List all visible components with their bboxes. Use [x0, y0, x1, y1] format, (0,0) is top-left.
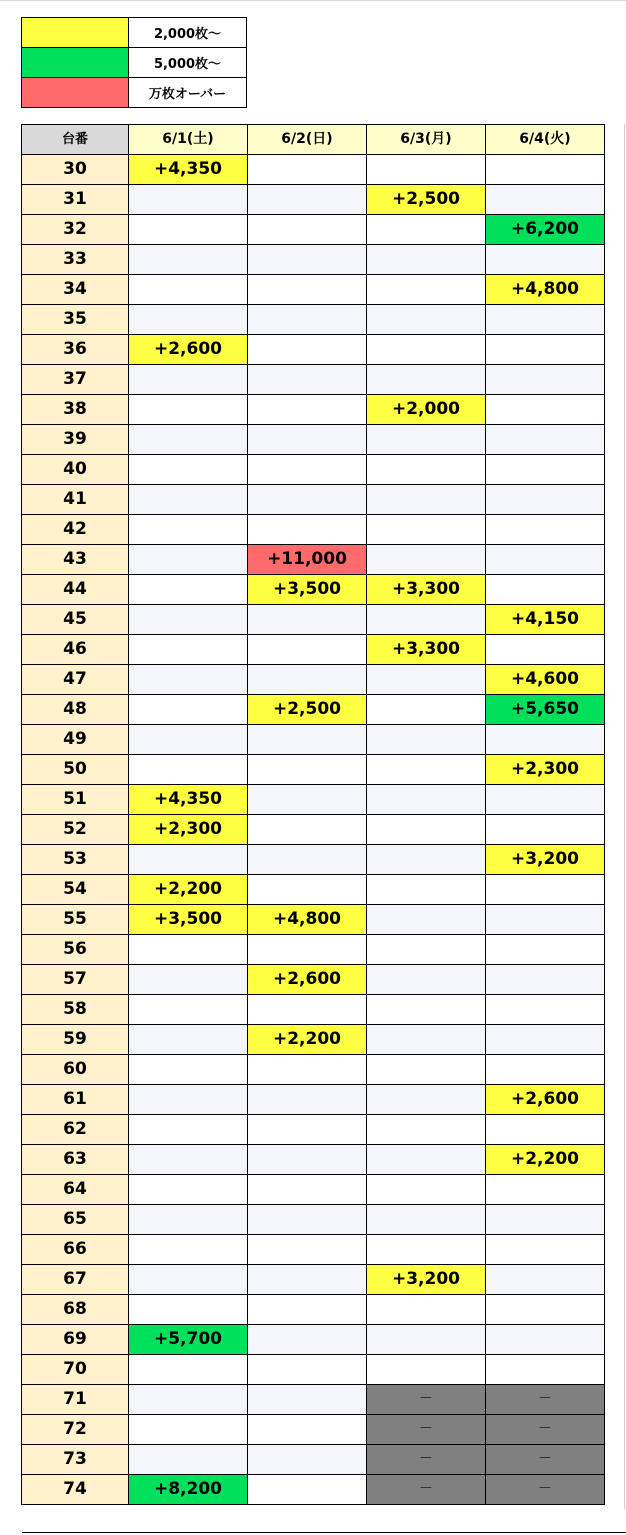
result-cell: [486, 155, 605, 185]
machine-number-cell: 48: [22, 695, 129, 725]
result-cell: [367, 275, 486, 305]
result-cell: [248, 455, 367, 485]
result-cell: [486, 455, 605, 485]
table-row: [22, 1175, 605, 1205]
result-cell: [367, 1085, 486, 1115]
machine-number-cell: 56: [22, 935, 129, 965]
table-row: [22, 215, 605, 245]
result-cell: [486, 305, 605, 335]
machine-number-cell: 43: [22, 545, 129, 575]
result-cell: －: [367, 1385, 486, 1415]
result-cell: [129, 635, 248, 665]
machine-number-cell: 40: [22, 455, 129, 485]
result-cell: +2,200: [486, 1145, 605, 1175]
result-cell: [486, 875, 605, 905]
table-row: [22, 1445, 605, 1475]
result-cell: [367, 905, 486, 935]
result-cell: +2,000: [367, 395, 486, 425]
table-row: [22, 245, 605, 275]
table-row: [22, 1055, 605, 1085]
machine-number-header: 台番: [22, 125, 129, 155]
table-row: [22, 785, 605, 815]
result-cell: [129, 245, 248, 275]
result-cell: [248, 665, 367, 695]
table-row: [22, 695, 605, 725]
legend-swatch: [22, 48, 129, 78]
result-cell: [486, 725, 605, 755]
machine-number-cell: 52: [22, 815, 129, 845]
machine-number-cell: 46: [22, 635, 129, 665]
result-cell: [129, 1265, 248, 1295]
result-cell: [129, 515, 248, 545]
table-row: [22, 305, 605, 335]
result-cell: [129, 425, 248, 455]
result-cell: [129, 1025, 248, 1055]
result-cell: [129, 365, 248, 395]
result-cell: [248, 515, 367, 545]
result-cell: [486, 1265, 605, 1295]
machine-number-cell: 31: [22, 185, 129, 215]
result-cell: +6,200: [486, 215, 605, 245]
result-cell: [129, 485, 248, 515]
result-cell: [367, 875, 486, 905]
table-row: [22, 935, 605, 965]
table-row: [22, 425, 605, 455]
result-cell: [367, 935, 486, 965]
result-cell: [486, 1355, 605, 1385]
result-cell: [486, 935, 605, 965]
result-cell: +3,300: [367, 635, 486, 665]
result-cell: [367, 965, 486, 995]
result-cell: [367, 335, 486, 365]
result-cell: [486, 815, 605, 845]
result-cell: －: [367, 1445, 486, 1475]
machine-number-cell: 74: [22, 1475, 129, 1505]
result-cell: [486, 905, 605, 935]
table-row: [22, 1115, 605, 1145]
table-row: [22, 545, 605, 575]
table-row: [22, 1295, 605, 1325]
machine-number-cell: 37: [22, 365, 129, 395]
machine-number-cell: 34: [22, 275, 129, 305]
result-cell: [367, 515, 486, 545]
result-cell: [367, 815, 486, 845]
result-cell: [248, 1325, 367, 1355]
result-cell: [129, 935, 248, 965]
result-cell: [367, 245, 486, 275]
result-cell: [129, 305, 248, 335]
result-cell: [486, 335, 605, 365]
result-cell: [248, 755, 367, 785]
result-cell: +2,600: [486, 1085, 605, 1115]
result-cell: +2,600: [248, 965, 367, 995]
result-cell: [129, 545, 248, 575]
result-cell: [367, 1175, 486, 1205]
result-cell: [129, 215, 248, 245]
color-legend: [21, 17, 247, 108]
machine-number-cell: 32: [22, 215, 129, 245]
result-cell: [486, 785, 605, 815]
result-cell: [248, 785, 367, 815]
machine-number-cell: 73: [22, 1445, 129, 1475]
table-row: [22, 815, 605, 845]
result-cell: +4,150: [486, 605, 605, 635]
result-cell: [367, 725, 486, 755]
result-cell: [486, 1295, 605, 1325]
result-cell: [248, 1415, 367, 1445]
result-cell: [129, 845, 248, 875]
table-row: [22, 395, 605, 425]
machine-number-cell: 72: [22, 1415, 129, 1445]
result-cell: [367, 365, 486, 395]
result-cell: +4,800: [486, 275, 605, 305]
machine-number-cell: 69: [22, 1325, 129, 1355]
result-cell: +3,300: [367, 575, 486, 605]
result-cell: [486, 1175, 605, 1205]
result-cell: +11,000: [248, 545, 367, 575]
machine-number-cell: 64: [22, 1175, 129, 1205]
machine-number-cell: 39: [22, 425, 129, 455]
result-cell: [486, 1205, 605, 1235]
table-row: [22, 335, 605, 365]
machine-number-cell: 66: [22, 1235, 129, 1265]
result-cell: [129, 275, 248, 305]
machine-number-cell: 35: [22, 305, 129, 335]
table-row: [22, 725, 605, 755]
result-cell: [248, 1145, 367, 1175]
result-cell: [486, 1025, 605, 1055]
machine-number-cell: 51: [22, 785, 129, 815]
result-cell: [248, 275, 367, 305]
result-cell: [248, 635, 367, 665]
table-row: [22, 905, 605, 935]
machine-number-cell: 30: [22, 155, 129, 185]
machine-number-cell: 57: [22, 965, 129, 995]
result-cell: [248, 1265, 367, 1295]
result-cell: [248, 815, 367, 845]
table-row: [22, 185, 605, 215]
result-cell: [367, 485, 486, 515]
table-row: [22, 1385, 605, 1415]
result-cell: [248, 1235, 367, 1265]
result-cell: －: [486, 1475, 605, 1505]
result-cell: [129, 1355, 248, 1385]
table-row: [22, 1415, 605, 1445]
result-cell: [367, 545, 486, 575]
result-cell: [367, 1145, 486, 1175]
machine-number-cell: 36: [22, 335, 129, 365]
date-column-header: 6/3(月): [367, 125, 486, 155]
machine-number-cell: 68: [22, 1295, 129, 1325]
result-cell: －: [367, 1475, 486, 1505]
machine-number-cell: 42: [22, 515, 129, 545]
machine-number-cell: 53: [22, 845, 129, 875]
result-cell: [367, 1055, 486, 1085]
legend-row: [22, 18, 247, 48]
result-cell: [248, 1385, 367, 1415]
machine-number-cell: 45: [22, 605, 129, 635]
result-cell: [248, 845, 367, 875]
result-cell: +3,200: [367, 1265, 486, 1295]
table-row: [22, 575, 605, 605]
result-cell: [129, 1295, 248, 1325]
result-cell: [367, 215, 486, 245]
machine-number-cell: 71: [22, 1385, 129, 1415]
date-column-header: 6/2(日): [248, 125, 367, 155]
table-row: [22, 845, 605, 875]
result-cell: [248, 935, 367, 965]
legend-label: 万枚オーバー: [129, 78, 247, 108]
result-cell: [129, 455, 248, 485]
machine-number-cell: 41: [22, 485, 129, 515]
result-cell: [248, 995, 367, 1025]
machine-number-cell: 50: [22, 755, 129, 785]
result-cell: [129, 965, 248, 995]
result-cell: [129, 1085, 248, 1115]
machine-number-cell: 33: [22, 245, 129, 275]
result-cell: [129, 185, 248, 215]
result-cell: +2,300: [129, 815, 248, 845]
result-cell: [248, 395, 367, 425]
result-cell: [129, 695, 248, 725]
result-cell: [248, 1475, 367, 1505]
result-cell: [129, 725, 248, 755]
result-cell: [129, 1175, 248, 1205]
result-cell: [367, 1025, 486, 1055]
machine-number-cell: 67: [22, 1265, 129, 1295]
result-cell: [367, 755, 486, 785]
result-cell: [486, 1325, 605, 1355]
result-cell: [248, 1115, 367, 1145]
result-cell: [486, 515, 605, 545]
result-cell: [367, 995, 486, 1025]
machine-number-cell: 63: [22, 1145, 129, 1175]
result-cell: [248, 485, 367, 515]
result-cell: [129, 1385, 248, 1415]
table-row: [22, 1235, 605, 1265]
result-cell: －: [486, 1385, 605, 1415]
table-row: [22, 1325, 605, 1355]
result-cell: [486, 635, 605, 665]
result-cell: [248, 245, 367, 275]
result-cell: +5,650: [486, 695, 605, 725]
result-cell: [248, 1205, 367, 1235]
legend-row: [22, 48, 247, 78]
legend-label: 5,000枚～: [129, 48, 247, 78]
table-row: [22, 1025, 605, 1055]
table-row: [22, 995, 605, 1025]
result-cell: [129, 1145, 248, 1175]
bottom-rule: [22, 1532, 626, 1533]
result-cell: [248, 1055, 367, 1085]
table-row: [22, 275, 605, 305]
result-cell: +4,350: [129, 155, 248, 185]
result-cell: －: [486, 1445, 605, 1475]
result-cell: [367, 1325, 486, 1355]
result-cell: [367, 455, 486, 485]
result-cell: [367, 305, 486, 335]
result-cell: +2,300: [486, 755, 605, 785]
table-row: [22, 875, 605, 905]
table-row: [22, 965, 605, 995]
result-cell: +3,500: [248, 575, 367, 605]
table-row: [22, 635, 605, 665]
result-cell: [486, 1235, 605, 1265]
machine-number-cell: 62: [22, 1115, 129, 1145]
legend-label: 2,000枚～: [129, 18, 247, 48]
result-cell: [367, 1115, 486, 1145]
result-cell: [486, 545, 605, 575]
result-cell: [129, 1235, 248, 1265]
result-cell: [248, 1085, 367, 1115]
result-cell: +3,500: [129, 905, 248, 935]
machine-number-cell: 61: [22, 1085, 129, 1115]
results-table: [21, 124, 605, 1505]
result-cell: +8,200: [129, 1475, 248, 1505]
result-cell: [367, 605, 486, 635]
result-cell: +5,700: [129, 1325, 248, 1355]
result-cell: +2,500: [367, 185, 486, 215]
result-cell: +4,800: [248, 905, 367, 935]
date-column-header: 6/1(土): [129, 125, 248, 155]
machine-number-cell: 60: [22, 1055, 129, 1085]
machine-number-cell: 47: [22, 665, 129, 695]
result-cell: [248, 155, 367, 185]
result-cell: [248, 425, 367, 455]
result-cell: [248, 215, 367, 245]
result-cell: [248, 875, 367, 905]
table-row: [22, 455, 605, 485]
result-cell: [248, 1355, 367, 1385]
legend-row: [22, 78, 247, 108]
result-cell: [129, 605, 248, 635]
header-row: [22, 125, 605, 155]
result-cell: +4,600: [486, 665, 605, 695]
machine-number-cell: 65: [22, 1205, 129, 1235]
result-cell: [129, 665, 248, 695]
result-cell: [248, 365, 367, 395]
table-row: [22, 755, 605, 785]
result-cell: [248, 725, 367, 755]
result-cell: －: [367, 1415, 486, 1445]
table-row: [22, 1355, 605, 1385]
machine-number-cell: 44: [22, 575, 129, 605]
result-cell: [248, 335, 367, 365]
table-row: [22, 485, 605, 515]
date-column-header: 6/4(火): [486, 125, 605, 155]
result-cell: [367, 425, 486, 455]
result-cell: [367, 845, 486, 875]
result-cell: [367, 155, 486, 185]
result-cell: [486, 185, 605, 215]
result-cell: [248, 1175, 367, 1205]
table-row: [22, 665, 605, 695]
result-cell: [367, 695, 486, 725]
table-row: [22, 605, 605, 635]
result-cell: [129, 395, 248, 425]
result-cell: [129, 1205, 248, 1235]
result-cell: －: [486, 1415, 605, 1445]
result-cell: [486, 575, 605, 605]
result-cell: [248, 1445, 367, 1475]
result-cell: [129, 1115, 248, 1145]
machine-number-cell: 49: [22, 725, 129, 755]
result-cell: [248, 605, 367, 635]
result-cell: [367, 1205, 486, 1235]
top-border: [0, 0, 626, 1]
result-cell: [367, 1235, 486, 1265]
result-cell: [248, 1295, 367, 1325]
table-row: [22, 365, 605, 395]
result-cell: [486, 1055, 605, 1085]
table-row: [22, 1085, 605, 1115]
table-row: [22, 515, 605, 545]
result-cell: +2,500: [248, 695, 367, 725]
result-cell: [367, 1355, 486, 1385]
result-cell: [129, 1055, 248, 1085]
result-cell: [486, 425, 605, 455]
result-cell: [248, 185, 367, 215]
result-cell: [129, 1415, 248, 1445]
result-cell: +4,350: [129, 785, 248, 815]
machine-number-cell: 58: [22, 995, 129, 1025]
table-row: [22, 1265, 605, 1295]
result-cell: +2,200: [129, 875, 248, 905]
result-cell: [486, 1115, 605, 1145]
result-cell: +2,600: [129, 335, 248, 365]
right-edge-line: [624, 124, 625, 1509]
result-cell: +2,200: [248, 1025, 367, 1055]
result-cell: [248, 305, 367, 335]
table-row: [22, 1205, 605, 1235]
result-cell: [129, 575, 248, 605]
result-cell: [486, 965, 605, 995]
result-cell: [486, 365, 605, 395]
table-row: [22, 1475, 605, 1505]
machine-number-cell: 54: [22, 875, 129, 905]
result-cell: [486, 485, 605, 515]
table-row: [22, 1145, 605, 1175]
result-cell: [367, 1295, 486, 1325]
result-cell: [486, 245, 605, 275]
machine-number-cell: 38: [22, 395, 129, 425]
legend-swatch: [22, 18, 129, 48]
result-cell: [129, 755, 248, 785]
result-cell: [486, 395, 605, 425]
table-row: [22, 155, 605, 185]
result-cell: [129, 1445, 248, 1475]
machine-number-cell: 70: [22, 1355, 129, 1385]
legend-swatch: [22, 78, 129, 108]
result-cell: [367, 665, 486, 695]
machine-number-cell: 55: [22, 905, 129, 935]
result-cell: +3,200: [486, 845, 605, 875]
result-cell: [486, 995, 605, 1025]
result-cell: [129, 995, 248, 1025]
result-cell: [367, 785, 486, 815]
machine-number-cell: 59: [22, 1025, 129, 1055]
